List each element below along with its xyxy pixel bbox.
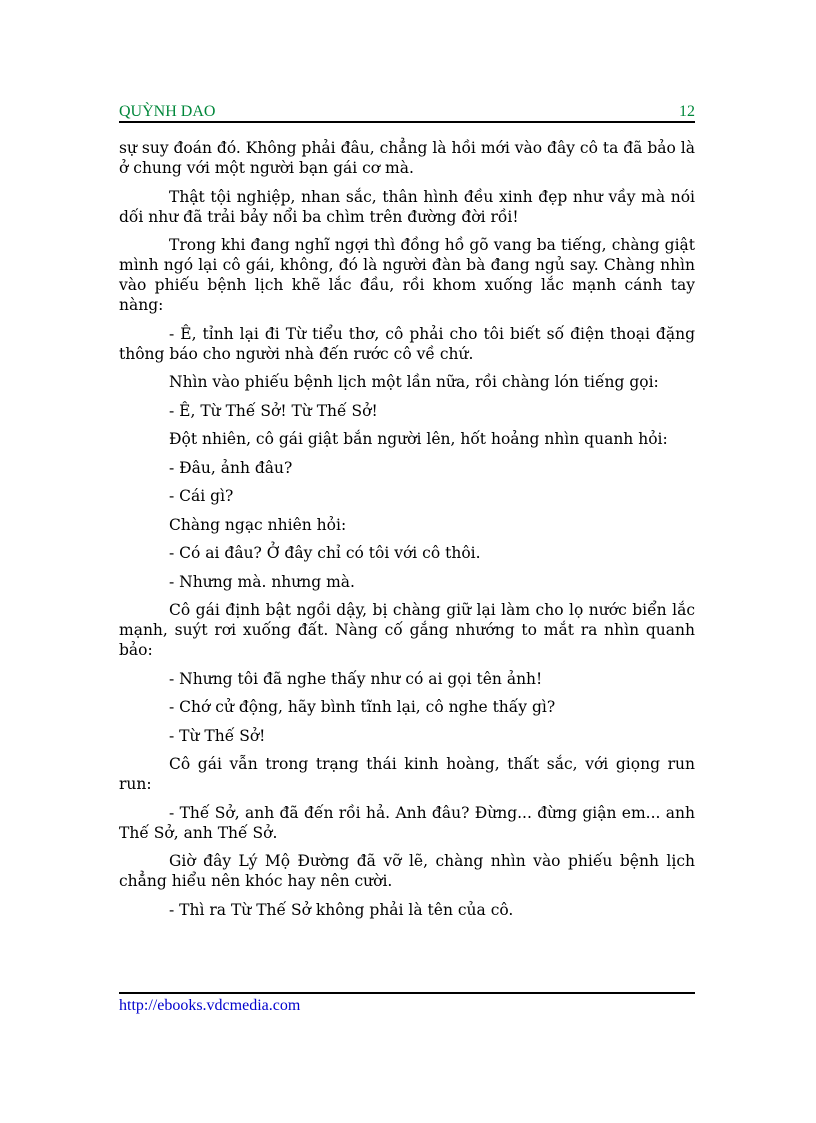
page-header bbox=[119, 101, 695, 123]
dialogue-line: - Ê, Từ Thế Sở! Từ Thế Sở! bbox=[169, 401, 378, 420]
paragraph: Trong khi đang nghĩ ngợi thì đồng hồ gõ vang ba tiếng, chàng giật mình ngó lại cô gái, không, đó là người đàn bà đang ngủ say. Chàng nhìn vào phiếu bệnh lịch khẽ lắc đầu, rồi khom xuống lắc mạnh cánh tay nàng: bbox=[119, 236, 695, 314]
paragraph: Thật tội nghiệp, nhan sắc, thân hình đều xinh đẹp như vầy mà nói dối như đã trải bảy nổi ba chìm trên đường đời rồi! bbox=[119, 187, 695, 226]
dialogue-line: - Ê, tỉnh lại đi Từ tiểu thơ, cô phải cho tôi biết số điện thoại đặng thông báo cho người nhà đến rước cô về chứ. bbox=[119, 324, 695, 363]
dialogue-line: - Đâu, ảnh đâu? bbox=[169, 458, 293, 477]
body-text bbox=[119, 138, 695, 928]
dialogue-line: - Nhưng mà. nhưng mà. bbox=[169, 572, 355, 591]
dialogue-line: - Thế Sở, anh đã đến rồi hả. Anh đâu? Đừng... đừng giận em... anh Thế Sở, anh Thế Sở. bbox=[119, 803, 695, 842]
dialogue-line: - Thì ra Từ Thế Sở không phải là tên của cô. bbox=[169, 900, 514, 919]
dialogue-line: - Chớ cử động, hãy bình tĩnh lại, cô nghe thấy gì? bbox=[169, 698, 556, 716]
paragraph: Nhìn vào phiếu bệnh lịch một lần nữa, rồi chàng lón tiếng gọi: bbox=[169, 373, 659, 391]
paragraph: Chàng ngạc nhiên hỏi: bbox=[169, 515, 347, 534]
paragraph: Cô gái vẫn trong trạng thái kinh hoàng, thất sắc, với giọng run run: bbox=[119, 755, 695, 793]
page-footer bbox=[119, 992, 695, 1015]
paragraph: Cô gái định bật ngồi dậy, bị chàng giữ lại làm cho lọ nước biển lắc mạnh, suýt rơi xuống đất. Nàng cố gắng nhướng to mắt ra nhìn quanh bảo: bbox=[119, 601, 695, 659]
dialogue-line: - Từ Thế Sở! bbox=[169, 726, 266, 745]
dialogue-line: - Có ai đâu? Ở đây chỉ có tôi với cô thôi. bbox=[169, 544, 481, 562]
paragraph: Đột nhiên, cô gái giật bắn người lên, hốt hoảng nhìn quanh hỏi: bbox=[169, 430, 668, 448]
paragraph: Giờ đây Lý Mộ Đường đã vỡ lẽ, chàng nhìn vào phiếu bệnh lịch chẳng hiểu nên khóc hay nên cười. bbox=[119, 852, 695, 890]
header-author: QUỲNH DAO bbox=[119, 103, 216, 120]
page-number: 12 bbox=[679, 103, 695, 120]
dialogue-line: - Nhưng tôi đã nghe thấy như có ai gọi tên ảnh! bbox=[169, 669, 543, 688]
paragraph: sự suy đoán đó. Không phải đâu, chẳng là hồi mới vào đây cô ta đã bảo là ở chung với một người bạn gái cơ mà. bbox=[119, 139, 695, 177]
dialogue-line: - Cái gì? bbox=[169, 487, 234, 505]
footer-link[interactable]: http://ebooks.vdcmedia.com bbox=[119, 997, 301, 1014]
